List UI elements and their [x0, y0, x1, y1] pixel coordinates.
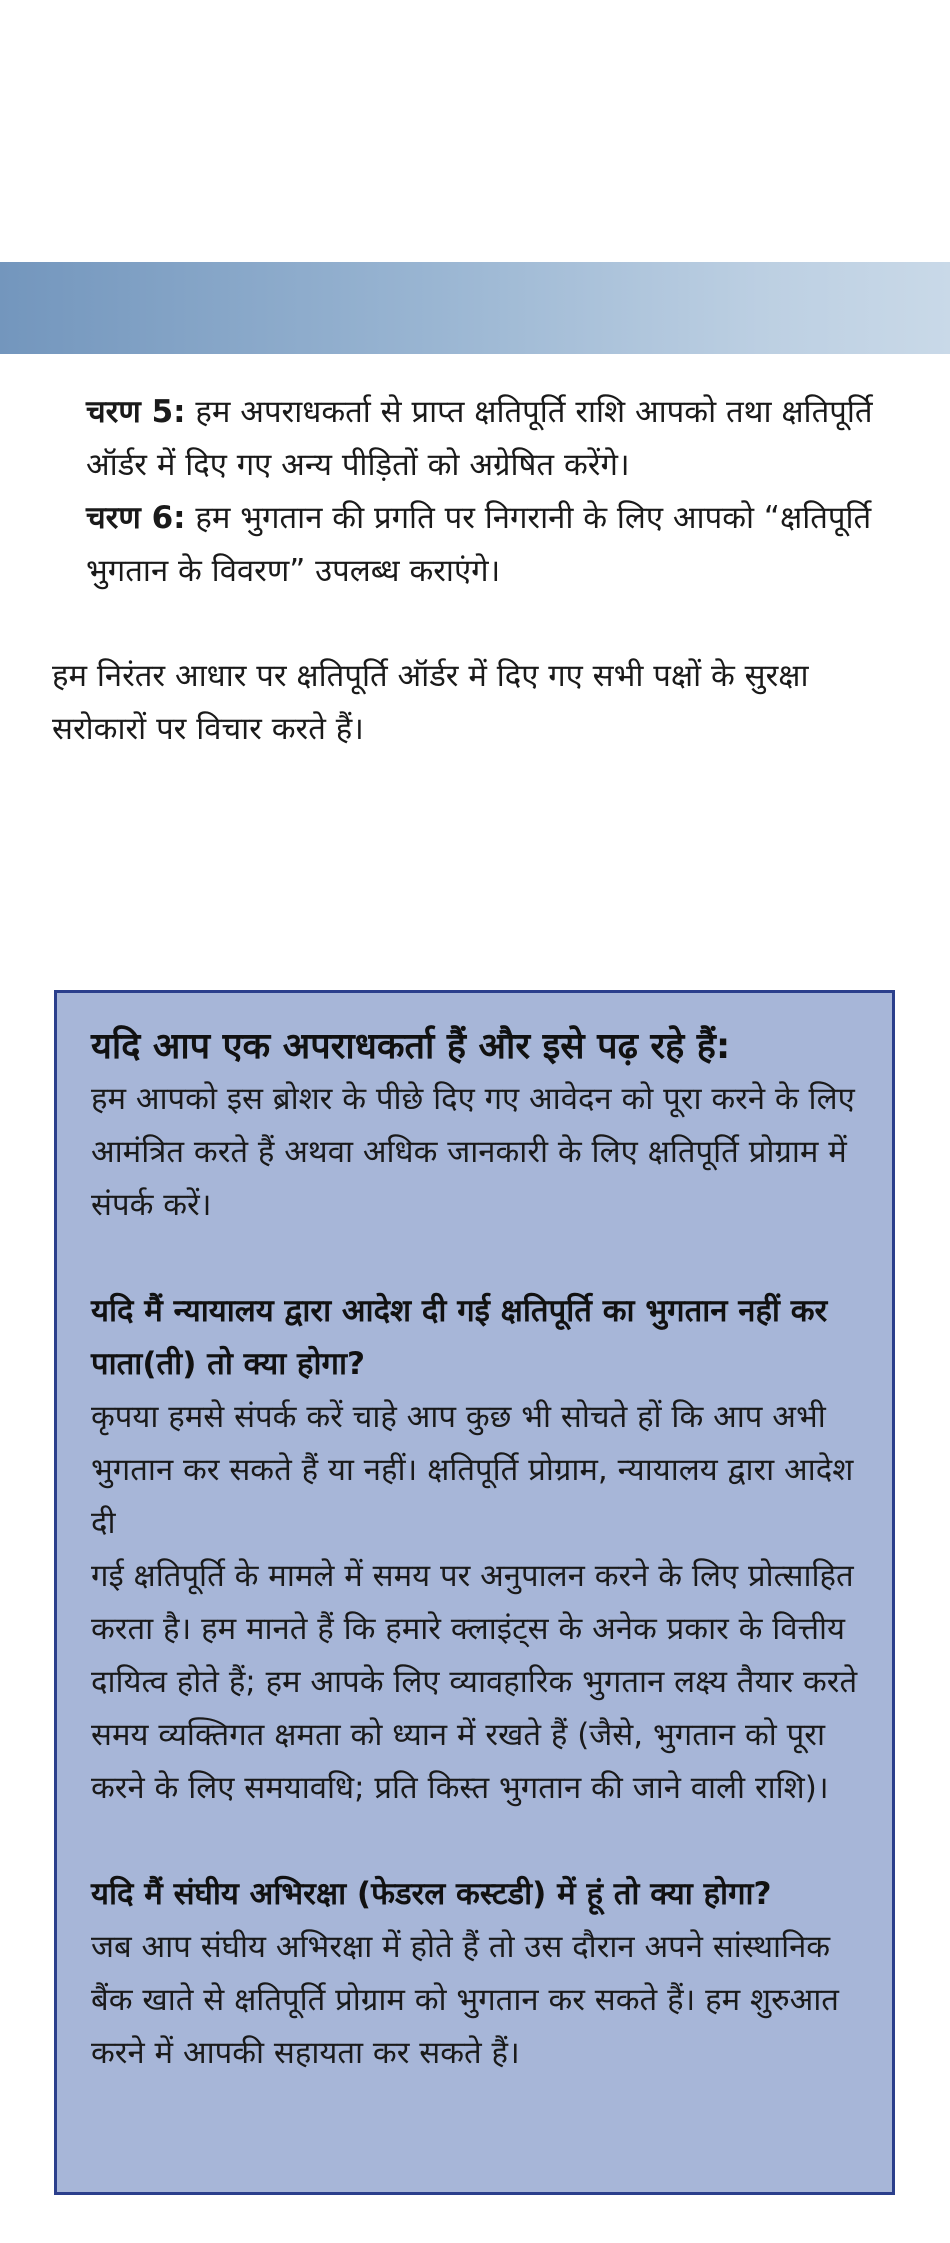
header-gradient-band	[0, 262, 950, 354]
faq-answer-unable-to-pay-part1: कृपया हमसे संपर्क करें चाहे आप कुछ भी सोचते हों कि आप अभी भुगतान कर सकते हैं या नहीं। क्षतिपूर्ति प्रोग्राम, न्यायालय द्वारा आदेश दी	[91, 1399, 854, 1541]
step-5-label: चरण 5:	[86, 394, 186, 430]
step-6-text: हम भुगतान की प्रगति पर निगरानी के लिए आपको “क्षतिपूर्ति भुगतान के विवरण” उपलब्ध कराएंगे।	[86, 500, 872, 589]
offender-box-intro: हम आपको इस ब्रोशर के पीछे दिए गए आवेदन को पूरा करने के लिए आमंत्रित करते हैं अथवा अधिक जानकारी के लिए क्षतिपूर्ति प्रोग्राम में संपर्क करें।	[91, 1081, 855, 1223]
offender-box-heading: यदि आप एक अपराधकर्ता हैं और इसे पढ़ रहे हैं:	[91, 1026, 731, 1067]
faq-answer-unable-to-pay-part2: गई क्षतिपूर्ति के मामले में समय पर अनुपालन करने के लिए प्रोत्साहित करता है। हम मानते हैं कि हमारे क्लाइंट्स के अनेक प्रकार के वित्तीय दायित्व होते हैं; हम आपके लिए व्यावहारिक भुगतान लक्ष्य तैयार करते समय व्यक्तिगत क्षमता को ध्यान में रखते हैं (जैसे, भुगतान को पूरा करने के लिए समयावधि; प्रति किस्त भुगतान की जाने वाली राशि)।	[91, 1558, 858, 1806]
step-5-text: हम अपराधकर्ता से प्राप्त क्षतिपूर्ति राशि आपको तथा क्षतिपूर्ति ऑर्डर में दिए गए अन्य पीड़ितों को अग्रेषित करेंगे।	[86, 394, 873, 483]
faq-answer-federal-custody: जब आप संघीय अभिरक्षा में होते हैं तो उस दौरान अपने सांस्थानिक बैंक खाते से क्षतिपूर्ति प्रोग्राम को भुगतान कर सकते हैं। हम शुरुआत करने में आपकी सहायता कर सकते हैं।	[91, 1929, 839, 2071]
safety-concerns-paragraph: हम निरंतर आधार पर क्षतिपूर्ति ऑर्डर में दिए गए सभी पक्षों के सुरक्षा सरोकारों पर विचार करते हैं।	[52, 658, 809, 747]
step-6-label: चरण 6:	[86, 500, 186, 536]
step-5	[86, 386, 886, 492]
steps-section	[86, 386, 886, 598]
faq-question-federal-custody: यदि मैं संघीय अभिरक्षा (फेडरल कस्टडी) में हूं तो क्या होगा?	[91, 1876, 772, 1912]
offender-info-box	[54, 990, 895, 2195]
faq-question-unable-to-pay: यदि मैं न्यायालय द्वारा आदेश दी गई क्षतिपूर्ति का भुगतान नहीं कर पाता(ती) तो क्या होगा?	[91, 1293, 828, 1382]
step-6	[86, 492, 886, 598]
